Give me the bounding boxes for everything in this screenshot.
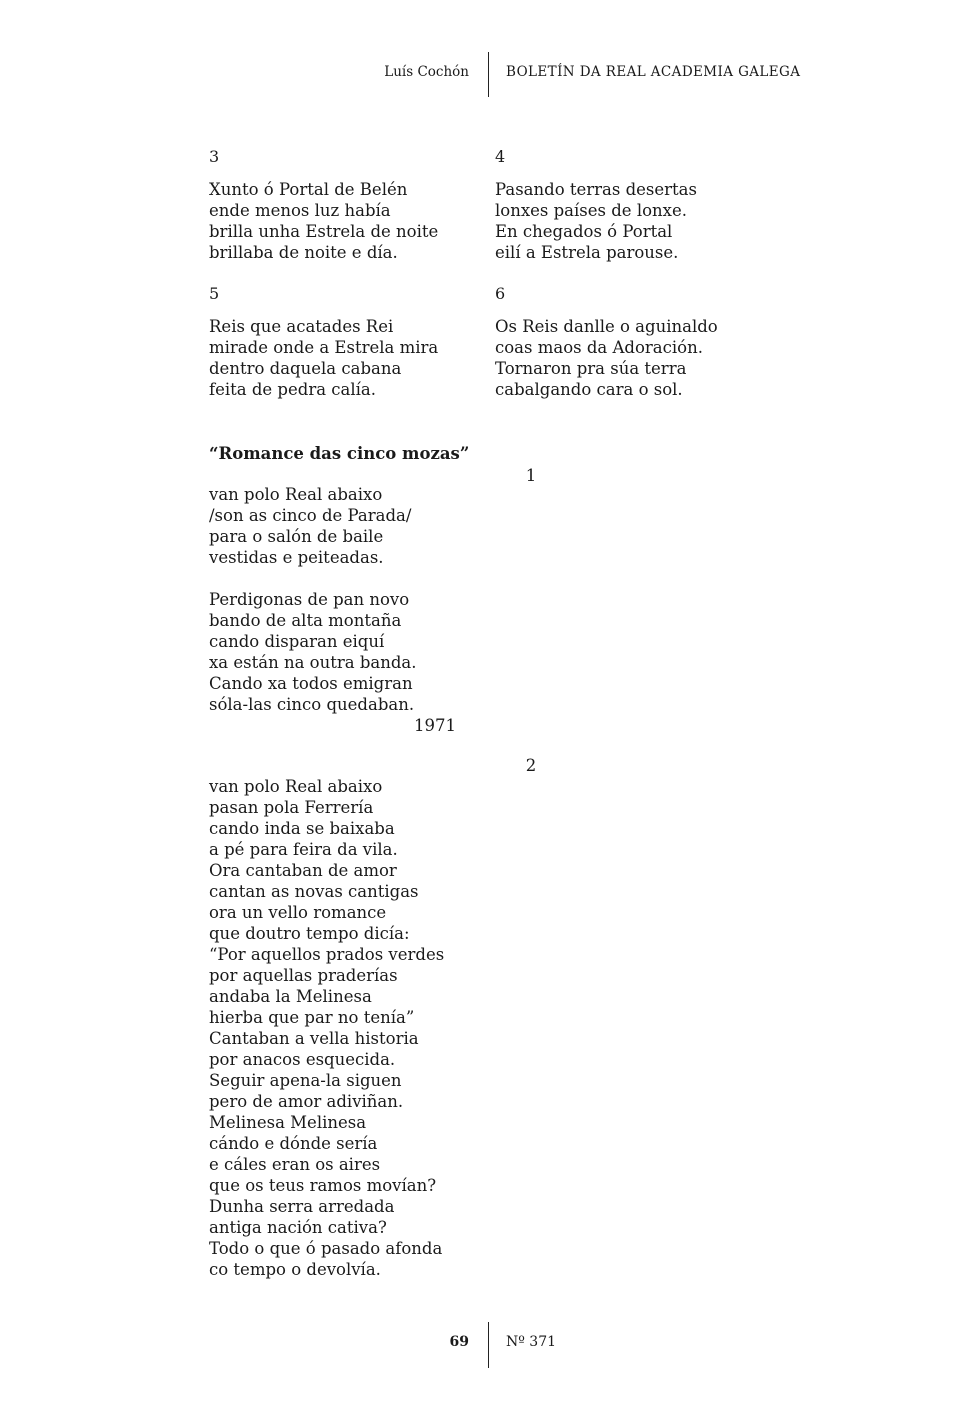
verse-line: coas maos da Adoración. (495, 338, 703, 357)
stanza-5 (209, 316, 438, 400)
verse-line: Pasando terras desertas (495, 180, 697, 199)
poem-date: 1971 (414, 716, 456, 735)
poem-title: “Romance das cinco mozas” (209, 444, 470, 463)
verse-line: ende menos luz había (209, 201, 391, 220)
verse-line: Todo o que ó pasado afonda (209, 1239, 443, 1258)
verse-line: pasan pola Ferrería (209, 798, 374, 817)
verse-line: Melinesa Melinesa (209, 1113, 367, 1132)
footer-divider (488, 1322, 489, 1368)
verse-line: brillaba de noite e día. (209, 243, 398, 262)
romance-part1-stanza-b (209, 589, 417, 715)
stanza-number: 5 (209, 284, 220, 303)
stanza-number: 4 (495, 147, 506, 166)
verse-line: antiga nación cativa? (209, 1218, 387, 1237)
verse-line: cantan as novas cantigas (209, 882, 419, 901)
verse-line: /son as cinco de Parada/ (209, 506, 412, 525)
verse-line: feita de pedra calía. (209, 380, 377, 399)
verse-line: hierba que par no tenía” (209, 1008, 415, 1027)
verse-line: para o salón de baile (209, 527, 384, 546)
verse-line: Dunha serra arredada (209, 1197, 395, 1216)
verse-line: eilí a Estrela parouse. (495, 243, 679, 262)
verse-line: cando inda se baixaba (209, 819, 395, 838)
verse-line: Xunto ó Portal de Belén (209, 180, 408, 199)
verse-line: mirade onde a Estrela mira (209, 338, 439, 357)
verse-line: Cantaban a vella historia (209, 1029, 419, 1048)
verse-line: vestidas e peiteadas. (209, 548, 384, 567)
verse-line: Os Reis danlle o aguinaldo (495, 317, 718, 336)
verse-line: sóla-las cinco quedaban. (209, 695, 415, 714)
verse-line: por aquellas praderías (209, 966, 398, 985)
stanza-number: 6 (495, 284, 506, 303)
verse-line: brilla unha Estrela de noite (209, 222, 439, 241)
verse-line: que doutro tempo dicía: (209, 924, 410, 943)
verse-line: por anacos esquecida. (209, 1050, 396, 1069)
verse-line: lonxes países de lonxe. (495, 201, 687, 220)
stanza-4 (495, 179, 697, 263)
verse-line: andaba la Melinesa (209, 987, 372, 1006)
running-head-journal: BOLETÍN DA REAL ACADEMIA GALEGA (506, 64, 801, 80)
verse-line: a pé para feira da vila. (209, 840, 398, 859)
page-number: 69 (449, 1334, 469, 1350)
verse-line: cándo e dónde sería (209, 1134, 378, 1153)
verse-line: pero de amor adiviñan. (209, 1092, 404, 1111)
verse-line: dentro daquela cabana (209, 359, 402, 378)
verse-line: e cáles eran os aires (209, 1155, 381, 1174)
verse-line: Ora cantaban de amor (209, 861, 397, 880)
verse-line: Reis que acatades Rei (209, 317, 394, 336)
verse-line: xa están na outra banda. (209, 653, 417, 672)
verse-line: que os teus ramos movían? (209, 1176, 437, 1195)
section-number: 1 (525, 466, 537, 485)
verse-line: ora un vello romance (209, 903, 387, 922)
verse-line: En chegados ó Portal (495, 222, 673, 241)
stanza-6 (495, 316, 718, 400)
header-divider (488, 52, 489, 97)
verse-line: Tornaron pra súa terra (495, 359, 687, 378)
stanza-3 (209, 179, 438, 263)
verse-line: Seguir apena-la siguen (209, 1071, 402, 1090)
verse-line: Cando xa todos emigran (209, 674, 413, 693)
romance-part1-stanza-a (209, 484, 411, 568)
verse-line: “Por aquellos prados verdes (209, 945, 445, 964)
verse-line: bando de alta montaña (209, 611, 402, 630)
verse-line: Perdigonas de pan novo (209, 590, 410, 609)
issue-number: Nº 371 (506, 1334, 557, 1350)
stanza-number: 3 (209, 147, 220, 166)
running-head-author: Luís Cochón (384, 64, 469, 80)
verse-line: van polo Real abaixo (209, 485, 383, 504)
verse-line: co tempo o devolvía. (209, 1260, 381, 1279)
romance-part2 (209, 776, 444, 1280)
section-number: 2 (525, 756, 537, 775)
verse-line: cando disparan eiquí (209, 632, 385, 651)
verse-line: cabalgando cara o sol. (495, 380, 683, 399)
verse-line: van polo Real abaixo (209, 777, 383, 796)
